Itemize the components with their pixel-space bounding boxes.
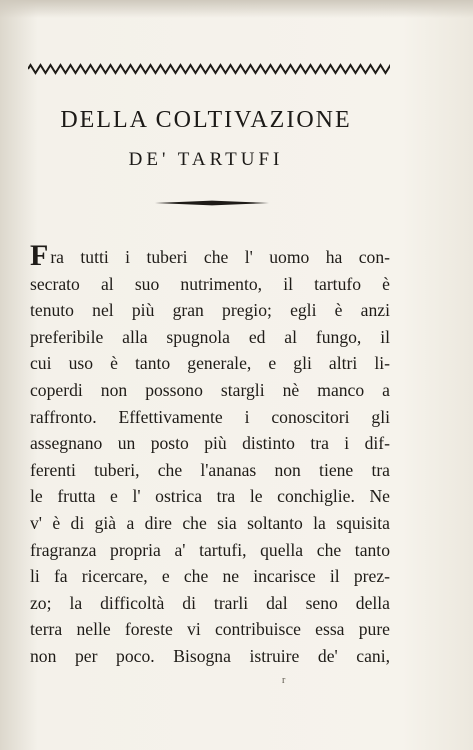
text-line: fragranza propria a' tartufi, quella che tanto — [30, 539, 390, 560]
text-line: tenuto nel più gran pregio; egli è anzi — [30, 300, 390, 321]
text-line: v' è di già a dire che sia soltanto la squisita — [30, 512, 390, 533]
ornamental-border — [28, 62, 390, 76]
text-line: assegnano un posto più distinto tra i dif- — [30, 433, 390, 454]
body-text — [30, 239, 390, 670]
title-rule — [155, 200, 269, 206]
text-line: preferibile alla spugnola ed al fungo, il — [30, 326, 390, 347]
text-line: terra nelle foreste vi contribuisce essa pure — [30, 619, 390, 640]
catchword: r — [282, 675, 286, 686]
text-line: cui uso è tanto generale, e gli altri li- — [30, 353, 390, 374]
drop-cap: F — [30, 239, 49, 272]
text-line: raffronto. Effettivamente i conoscitori gli — [30, 406, 390, 427]
text-line: coperdi non possono stargli nè manco a — [30, 379, 390, 400]
text-line: ferenti tuberi, che l'ananas non tiene tra — [30, 459, 390, 480]
chapter-subtitle: DE' TARTUFI — [128, 149, 284, 170]
page-top-shadow — [0, 0, 473, 18]
text-line: non per poco. Bisogna istruire de' cani, — [30, 645, 390, 666]
text-line: li fa ricercare, e che ne incarisce il prez- — [30, 566, 390, 587]
text-line: zo; la difficoltà di trarli dal seno della — [30, 592, 390, 613]
text-line: le frutta e l' ostrica tra le conchiglie. Ne — [30, 486, 390, 507]
chapter-title: DELLA COLTIVAZIONE — [60, 107, 352, 133]
text-line — [30, 239, 390, 272]
text-line: secrato al suo nutrimento, il tartufo è — [30, 273, 390, 294]
text-line-content: ra tutti i tuberi che l' uomo ha con- — [50, 247, 390, 267]
